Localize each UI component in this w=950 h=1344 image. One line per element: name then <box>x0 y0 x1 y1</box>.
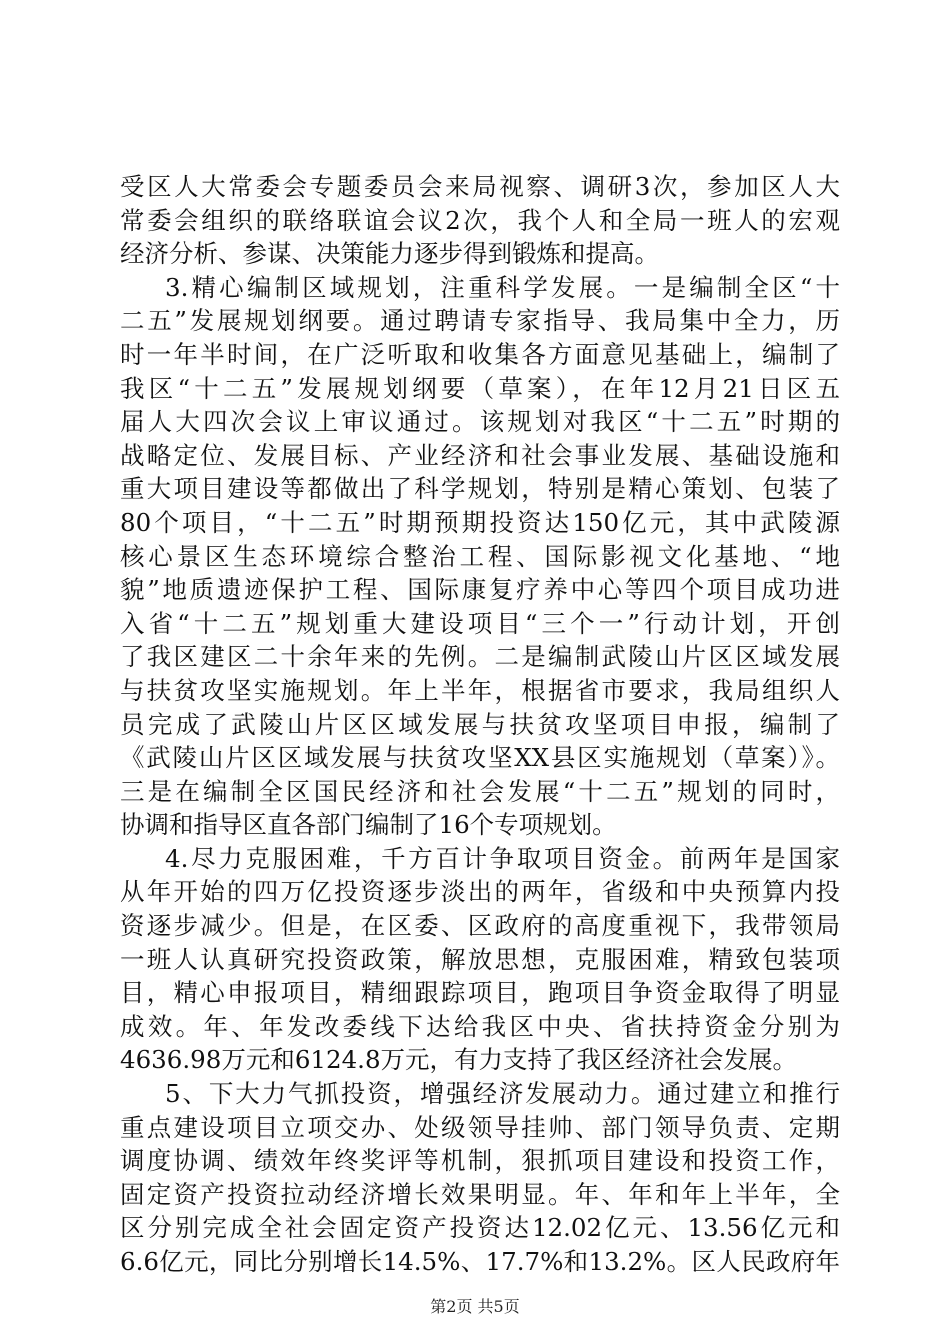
text-line: 受区人大常委会专题委员会来局视察、调研3次，参加区人大 <box>120 172 840 201</box>
text-line: 4636.98万元和6124.8万元，有力支持了我区经济社会发展。 <box>120 1045 798 1075</box>
text-line: 4.尽力克服困难，千方百计争取项目资金。前两年是国家 <box>165 843 840 873</box>
text-line: 固定资产投资拉动经济增长效果明显。年、年和年上半年，全 <box>120 1179 840 1209</box>
text-line: 6.6亿元，同比分别增长14.5%、17.7%和13.2%。区人民政府年 <box>120 1247 840 1276</box>
text-line: 调度协调、绩效年终奖评等机制，狠抓项目建设和投资工作， <box>120 1146 840 1176</box>
page-footer: 第2页 共5页 <box>430 1297 520 1316</box>
text-line: 二五”发展规划纲要。通过聘请专家指导、我局集中全力，历 <box>120 306 840 336</box>
text-line: 时一年半时间，在广泛听取和收集各方面意见基础上，编制了 <box>120 339 840 369</box>
text-line: 一班人认真研究投资政策，解放思想，克服困难，精致包装项 <box>120 944 840 974</box>
text-line: 成效。年、年发改委线下达给我区中央、省扶持资金分别为 <box>120 1011 840 1041</box>
text-line: 《武陵山片区区域发展与扶贫攻坚XX县区实施规划（草案）》。 <box>120 743 840 773</box>
text-line: 核心景区生态环境综合整治工程、国际影视文化基地、“地 <box>120 541 840 571</box>
text-line: 目，精心申报项目，精细跟踪项目，跑项目争资金取得了明显 <box>120 978 840 1008</box>
text-line: 80个项目，“十二五”时期预期投资达150亿元，其中武陵源 <box>120 507 840 537</box>
text-line: 重点建设项目立项交办、处级领导挂帅、部门领导负责、定期 <box>120 1112 840 1142</box>
text-line: 资逐步减少。但是，在区委、区政府的高度重视下，我带领局 <box>120 911 840 941</box>
text-line: 届人大四次会议上审议通过。该规划对我区“十二五”时期的 <box>120 407 840 437</box>
text-line: 区分别完成全社会固定资产投资达12.02亿元、13.56亿元和 <box>120 1213 840 1243</box>
text-line: 三是在编制全区国民经济和社会发展“十二五”规划的同时， <box>120 776 840 806</box>
text-line: 5、下大力气抓投资，增强经济发展动力。通过建立和推行 <box>165 1079 840 1109</box>
text-line: 了我区建区二十余年来的先例。二是编制武陵山片区区域发展 <box>120 642 840 672</box>
text-line: 与扶贫攻坚实施规划。年上半年，根据省市要求，我局组织人 <box>120 675 840 705</box>
text-line: 从年开始的四万亿投资逐步淡出的两年，省级和中央预算内投 <box>120 877 840 907</box>
text-line: 重大项目建设等都做出了科学规划，特别是精心策划、包装了 <box>120 474 840 504</box>
text-line: 貌”地质遗迹保护工程、国际康复疗养中心等四个项目成功进 <box>120 575 840 605</box>
text-line: 我区“十二五”发展规划纲要（草案），在年12月21日区五 <box>120 373 840 403</box>
text-line: 协调和指导区直各部门编制了16个专项规划。 <box>120 810 617 840</box>
text-line: 员完成了武陵山片区区域发展与扶贫攻坚项目申报，编制了 <box>120 709 840 739</box>
text-line: 战略定位、发展目标、产业经济和社会事业发展、基础设施和 <box>120 440 840 470</box>
document-body <box>120 170 840 1279</box>
text-line: 常委会组织的联络联谊会议2次，我个人和全局一班人的宏观 <box>120 205 840 235</box>
text-line: 3.精心编制区域规划，注重科学发展。一是编制全区“十 <box>165 272 840 302</box>
text-line: 入省“十二五”规划重大建设项目“三个一”行动计划，开创 <box>120 608 840 638</box>
text-line: 经济分析、参谋、决策能力逐步得到锻炼和提高。 <box>120 239 659 269</box>
